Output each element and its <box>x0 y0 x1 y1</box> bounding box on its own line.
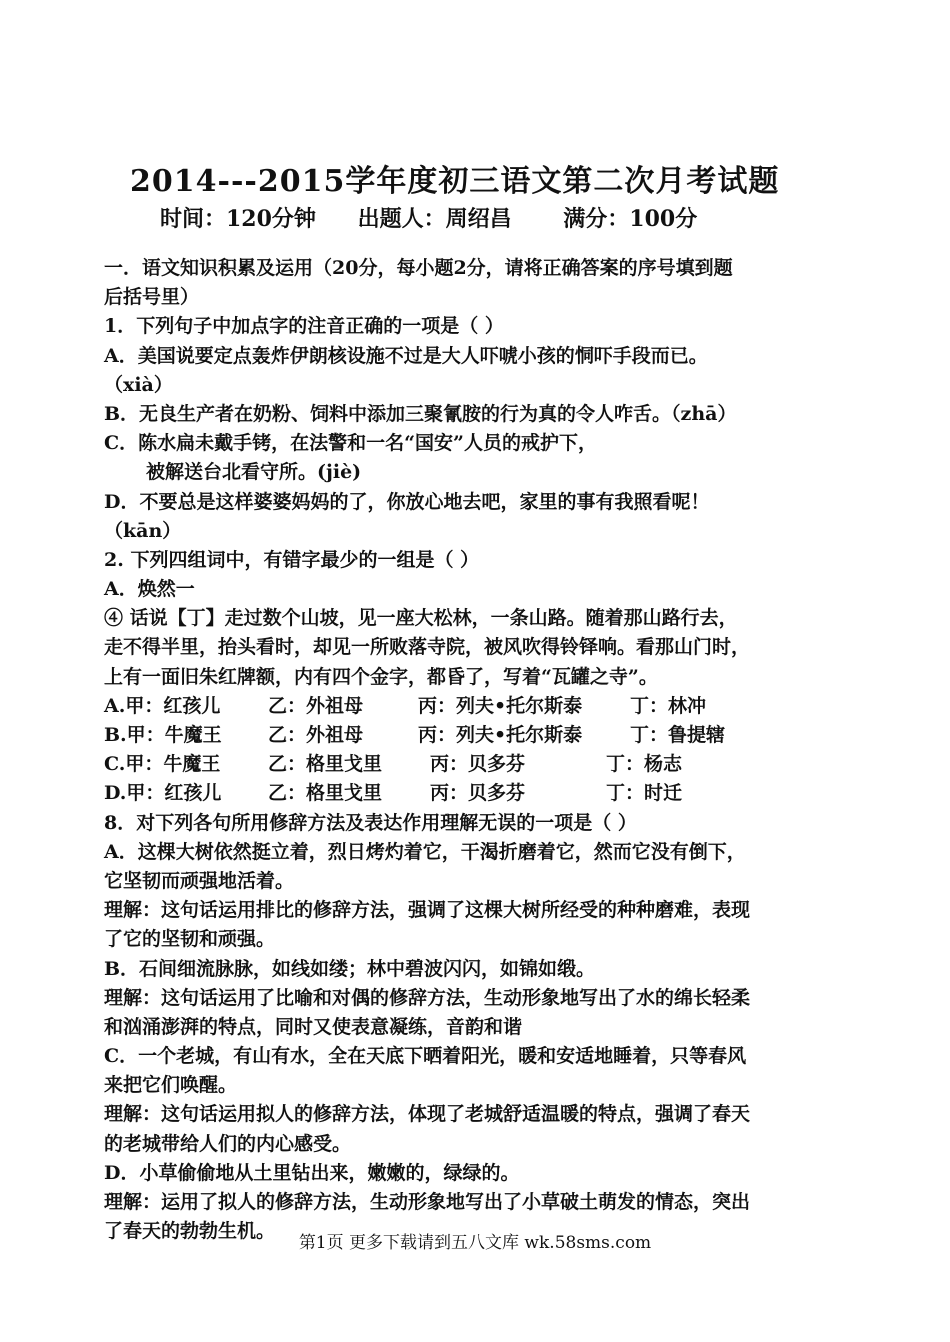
text-line: C．陈水扁未戴手铐，在法警和一名“国安”人员的戒护下， <box>104 432 597 455</box>
text-line: 理解：这句话运用拟人的修辞方法，体现了老城舒适温暖的特点，强调了春天 <box>104 1103 751 1126</box>
text-line: 一．语文知识积累及运用（20分，每小题2分，请将正确答案的序号填到题 <box>104 257 733 279</box>
exam-time: 时间：120分钟 <box>160 206 316 232</box>
text-line: A．美国说要定点轰炸伊朗核设施不过是大人吓唬小孩的恫吓手段而已。 <box>104 344 708 367</box>
option-jia: B.甲：牛魔王 <box>104 724 222 746</box>
option-yi: 乙：格里戈里 <box>268 753 383 776</box>
text-line: 的老城带给人们的内心感受。 <box>104 1132 352 1155</box>
answer-option <box>104 750 846 779</box>
option-yi: 乙：格里戈里 <box>268 782 383 805</box>
text-line: 和汹涌澎湃的特点，同时又使表意凝练，音韵和谐 <box>104 1015 523 1038</box>
exam-meta <box>160 202 697 233</box>
page-footer: 第1页 更多下载请到五八文库 wk.58sms.com <box>298 1233 652 1253</box>
exam-score: 满分：100分 <box>563 206 698 232</box>
answer-option <box>104 779 846 808</box>
text-line: 来把它们唤醒。 <box>104 1074 238 1097</box>
text-line: D．小草偷偷地从土里钻出来，嫩嫩的，绿绿的。 <box>104 1161 520 1184</box>
option-ding: 丁：鲁提辖 <box>630 724 726 746</box>
text-line: 2. 下列四组词中，有错字最少的一组是（ ） <box>104 548 480 571</box>
text-line: 被解送台北看守所。(jiè) <box>146 461 362 484</box>
option-yi: 乙：外祖母 <box>268 694 364 717</box>
exam-title: 2014---2015学年度初三语文第二次月考试题 <box>130 164 780 199</box>
option-ding: 丁：时迁 <box>606 782 683 805</box>
text-line: B．石间细流脉脉，如线如缕；林中碧波闪闪，如锦如缎。 <box>104 957 596 980</box>
option-bing: 丙：列夫•托尔斯泰 <box>418 694 583 717</box>
option-bing: 丙：列夫•托尔斯泰 <box>418 724 583 746</box>
text-line: ④ 话说【丁】走过数个山坡，见一座大松林，一条山路。随着那山路行去， <box>104 607 738 630</box>
option-bing: 丙：贝多芬 <box>430 782 526 805</box>
option-ding: 丁：林冲 <box>630 694 707 717</box>
option-jia: D.甲：红孩儿 <box>104 782 222 805</box>
text-line: 它坚韧而顽强地活着。 <box>104 869 295 892</box>
text-line: 8．对下列各句所用修辞方法及表达作用理解无误的一项是（ ） <box>104 811 637 834</box>
exam-author: 出题人：周绍昌 <box>357 206 512 232</box>
text-line: C．一个老城，有山有水，全在天底下晒着阳光，暖和安适地睡着，只等春风 <box>104 1045 747 1068</box>
text-line: 1．下列句子中加点字的注音正确的一项是（ ） <box>104 315 504 338</box>
text-line: 了春天的勃勃生机。 <box>104 1220 276 1243</box>
text-line: 上有一面旧朱红牌额，内有四个金字，都昏了，写着“瓦罐之寺”。 <box>104 665 658 688</box>
option-bing: 丙：贝多芬 <box>430 753 526 776</box>
text-line: 走不得半里，抬头看时，却见一所败落寺院，被风吹得铃铎响。看那山门时， <box>104 636 751 659</box>
text-line: （kān） <box>104 519 182 542</box>
text-line: 了它的坚韧和顽强。 <box>104 928 276 951</box>
text-line: A．焕然一 <box>104 578 195 601</box>
exam-body <box>104 254 846 1246</box>
answer-option <box>104 692 846 721</box>
option-jia: A.甲：红孩儿 <box>104 694 221 717</box>
text-line: B．无良生产者在奶粉、饲料中添加三聚氰胺的行为真的令人咋舌。（zhā） <box>104 402 737 425</box>
text-line: A．这棵大树依然挺立着，烈日烤灼着它，干渴折磨着它，然而它没有倒下， <box>104 840 746 863</box>
text-line: 理解：这句话运用排比的修辞方法，强调了这棵大树所经受的种种磨难，表现 <box>104 899 751 922</box>
text-line: 后括号里） <box>104 286 200 309</box>
answer-option <box>104 721 846 750</box>
text-line: 理解：这句话运用了比喻和对偶的修辞方法，生动形象地写出了水的绵长轻柔 <box>104 986 751 1009</box>
option-ding: 丁：杨志 <box>606 753 683 776</box>
option-yi: 乙：外祖母 <box>268 724 364 746</box>
option-jia: C.甲：牛魔王 <box>104 753 221 776</box>
text-line: D．不要总是这样婆婆妈妈的了，你放心地去吧，家里的事有我照看呢！ <box>104 490 710 513</box>
text-line: （xià） <box>104 373 173 396</box>
text-line: 理解：运用了拟人的修辞方法，生动形象地写出了小草破土萌发的情态，突出 <box>104 1191 751 1213</box>
